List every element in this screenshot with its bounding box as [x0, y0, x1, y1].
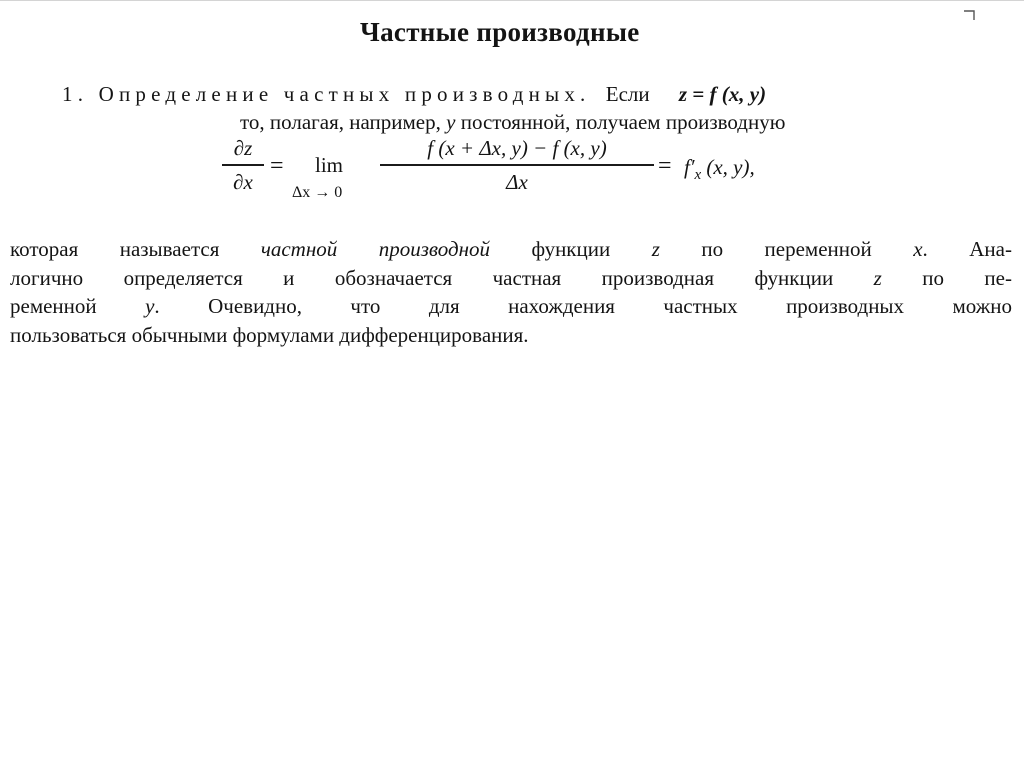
- paragraph-line: [10, 321, 1012, 350]
- intro-variable: y: [446, 110, 456, 134]
- function-definition: z = f (x, y): [678, 82, 767, 106]
- text-segment: по пе-: [881, 265, 1012, 290]
- text-segment: . Ана-: [922, 237, 1012, 261]
- text-segment: пользоваться обычными формулами дифференцирования.: [10, 322, 529, 347]
- limit-subscript: Δx → 0: [292, 184, 343, 201]
- lhs-numerator: ∂z: [233, 136, 253, 160]
- variable-y: y: [145, 294, 155, 318]
- text-segment: функции: [490, 237, 652, 261]
- rhs-denominator: Δx: [506, 169, 528, 194]
- lhs-fraction: [222, 138, 264, 193]
- page-top-edge: [0, 0, 1024, 1]
- paragraph-line: [10, 264, 1012, 293]
- limit-operator: lim: [315, 153, 344, 177]
- rhs-fraction: [380, 138, 654, 193]
- text-segment: ременной: [10, 294, 146, 318]
- partial-derivative-formula: [222, 138, 822, 208]
- text-segment: которая называется: [10, 237, 261, 261]
- lhs-fraction-bar: [222, 164, 264, 166]
- rhs-numerator: f (x + Δx, y) − f (x, y): [427, 136, 607, 160]
- variable-z: z: [873, 265, 882, 290]
- paragraph-line: [10, 292, 1012, 321]
- intro-text-post: постоянной, получаем производную: [460, 110, 786, 134]
- equals-sign-2: =: [658, 153, 672, 179]
- definition-heading-line: [62, 84, 766, 105]
- intro-line: [240, 112, 785, 133]
- derivative-notation: $f'_x$ (x, y),: [684, 155, 755, 184]
- explanation-paragraph: [10, 235, 1012, 349]
- lhs-denominator: ∂x: [233, 169, 253, 194]
- variable-x: x: [913, 237, 923, 261]
- variable-z: z: [651, 237, 660, 261]
- definition-if: Если: [605, 82, 650, 106]
- definition-heading: 1. Определение частных производных.: [62, 82, 591, 106]
- emphasis-term: частной производной: [260, 237, 491, 261]
- text-segment: . Очевидно, что для нахождения частных производных можно: [154, 294, 1012, 318]
- text-segment: логично определяется и обозначается частная производная функции: [10, 265, 874, 290]
- text-segment: по переменной: [659, 237, 914, 261]
- equals-sign-1: =: [270, 153, 284, 179]
- scan-corner-mark: [963, 10, 975, 21]
- intro-text-pre: то, полагая, например,: [240, 110, 441, 134]
- paragraph-line: [10, 235, 1012, 264]
- rhs-fraction-bar: [380, 164, 654, 166]
- page-title: Частные производные: [360, 17, 640, 47]
